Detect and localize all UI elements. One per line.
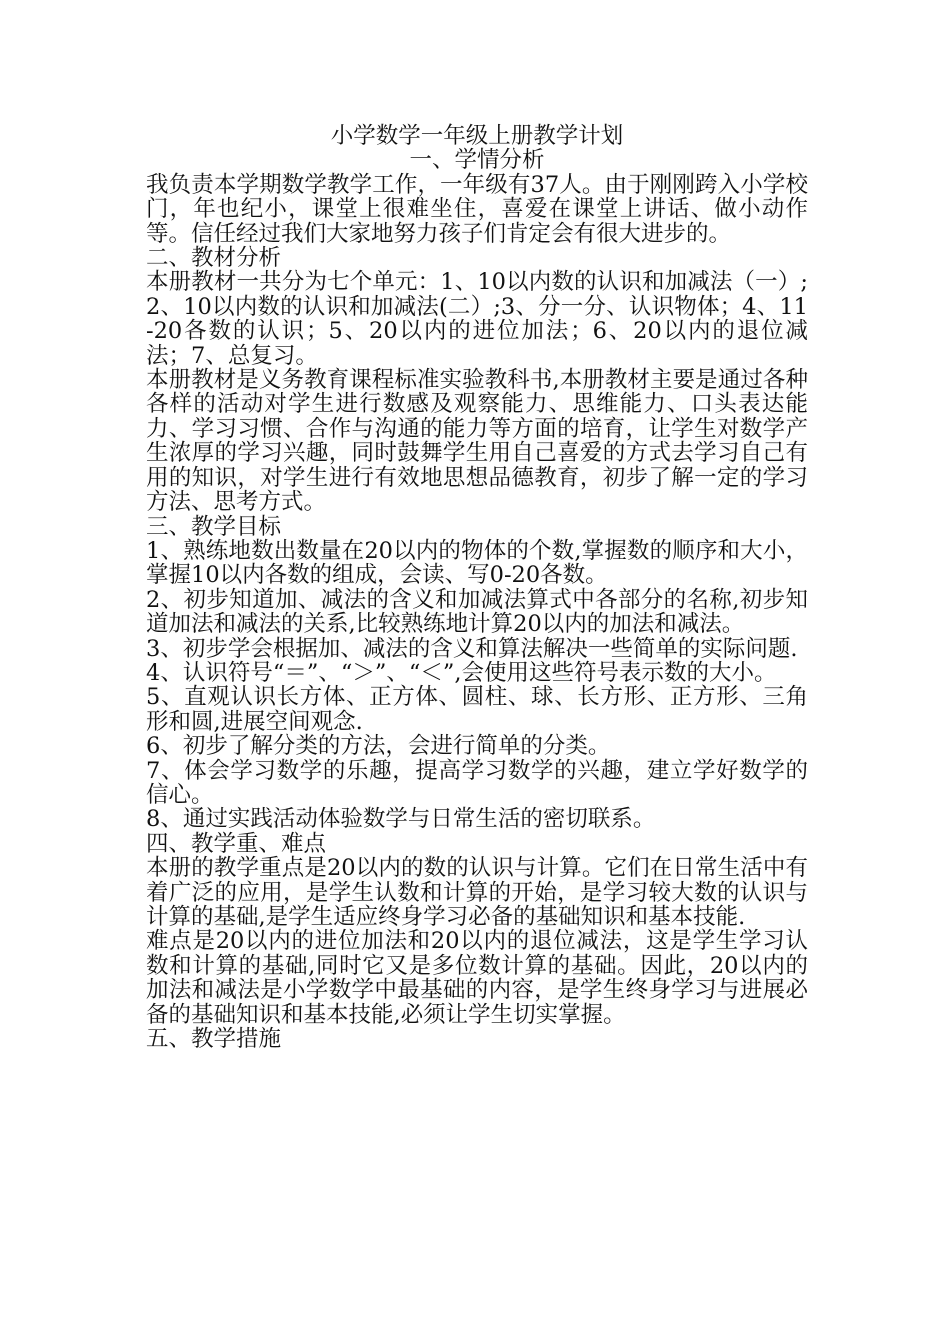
section-heading-teaching-measures: 五、教学措施 (146, 1026, 282, 1053)
section-heading-student-analysis: 一、学情分析 (409, 147, 545, 174)
section-heading-teaching-goals: 三、教学目标 (146, 513, 282, 540)
section-heading-key-points: 四、教学重、难点 (146, 830, 327, 857)
paragraph-student-analysis: 我负责本学期数学教学工作，一年级有37人。由于刚刚跨入小学校门，年也纪小，课堂上很难坐住，喜爱在课堂上讲话、做小动作等。信任经过我们大家地努力孩子们肯定会有很大进步的。 (146, 171, 808, 247)
paragraph-textbook-description: 本册教材是义务教育课程标准实验教科书,本册教材主要是通过各种各样的活动对学生进行数感及观察能力、思维能力、口头表达能力、学习习惯、合作与沟通的能力等方面的培育，让学生对数学产生浓厚的学习兴趣，同时鼓舞学生用自己喜爱的方式去学习自己有用的知识，对学生进行有效地思想品德教育，初步了解一定的学习方法、思考方式。 (146, 367, 808, 516)
goal-item: 7、体会学习数学的乐趣，提高学习数学的兴趣，建立学好数学的信心。 (146, 757, 808, 808)
document-body (146, 124, 808, 1051)
paragraph-textbook-units: 本册教材一共分为七个单元：1、10以内数的认识和加减法（一）;2、10以内数的认识和加减法(二）;3、分一分、认识物体；4、11-20各数的认识；5、20以内的进位加法；6、20以内的退位减法；7、总复习。 (146, 269, 808, 369)
goal-item: 8、通过实践活动体验数学与日常生活的密切联系。 (146, 806, 656, 833)
document-title: 小学数学一年级上册教学计划 (330, 123, 624, 149)
goal-item: 4、认识符号“＝”、“＞”、“＜”,会使用这些符号表示数的大小。 (146, 659, 777, 686)
paragraph-key-points: 本册的教学重点是20以内的数的认识与计算。它们在日常生活中有着广泛的应用，是学生认数和计算的开始，是学习较大数的认识与计算的基础,是学生适应终身学习必备的基础知识和基本技能. (146, 855, 808, 930)
goal-item: 2、初步知道加、减法的含义和加减法算式中各部分的名称,初步知道加法和减法的关系,比较熟练地计算20以内的加法和减法。 (146, 586, 808, 638)
goal-item: 3、初步学会根据加、减法的含义和算法解决一些简单的实际问题. (146, 635, 798, 662)
section-heading-textbook-analysis: 二、教材分析 (146, 245, 282, 272)
goal-item: 6、初步了解分类的方法，会进行简单的分类。 (146, 733, 611, 760)
goal-item: 5、直观认识长方体、正方体、圆柱、球、长方形、正方形、三角形和圆,进展空间观念. (146, 684, 808, 735)
goal-item: 1、熟练地数出数量在20以内的物体的个数,掌握数的顺序和大小，掌握10以内各数的组成，会读、写0-20各数。 (146, 537, 808, 589)
paragraph-difficult-points: 难点是20以内的进位加法和20以内的退位减法，这是学生学习认数和计算的基础,同时它又是多位数计算的基础。因此，20以内的加法和减法是小学数学中最基础的内容，是学生终身学习与进展必备的基础知识和基本技能,必须让学生切实掌握。 (146, 928, 808, 1028)
